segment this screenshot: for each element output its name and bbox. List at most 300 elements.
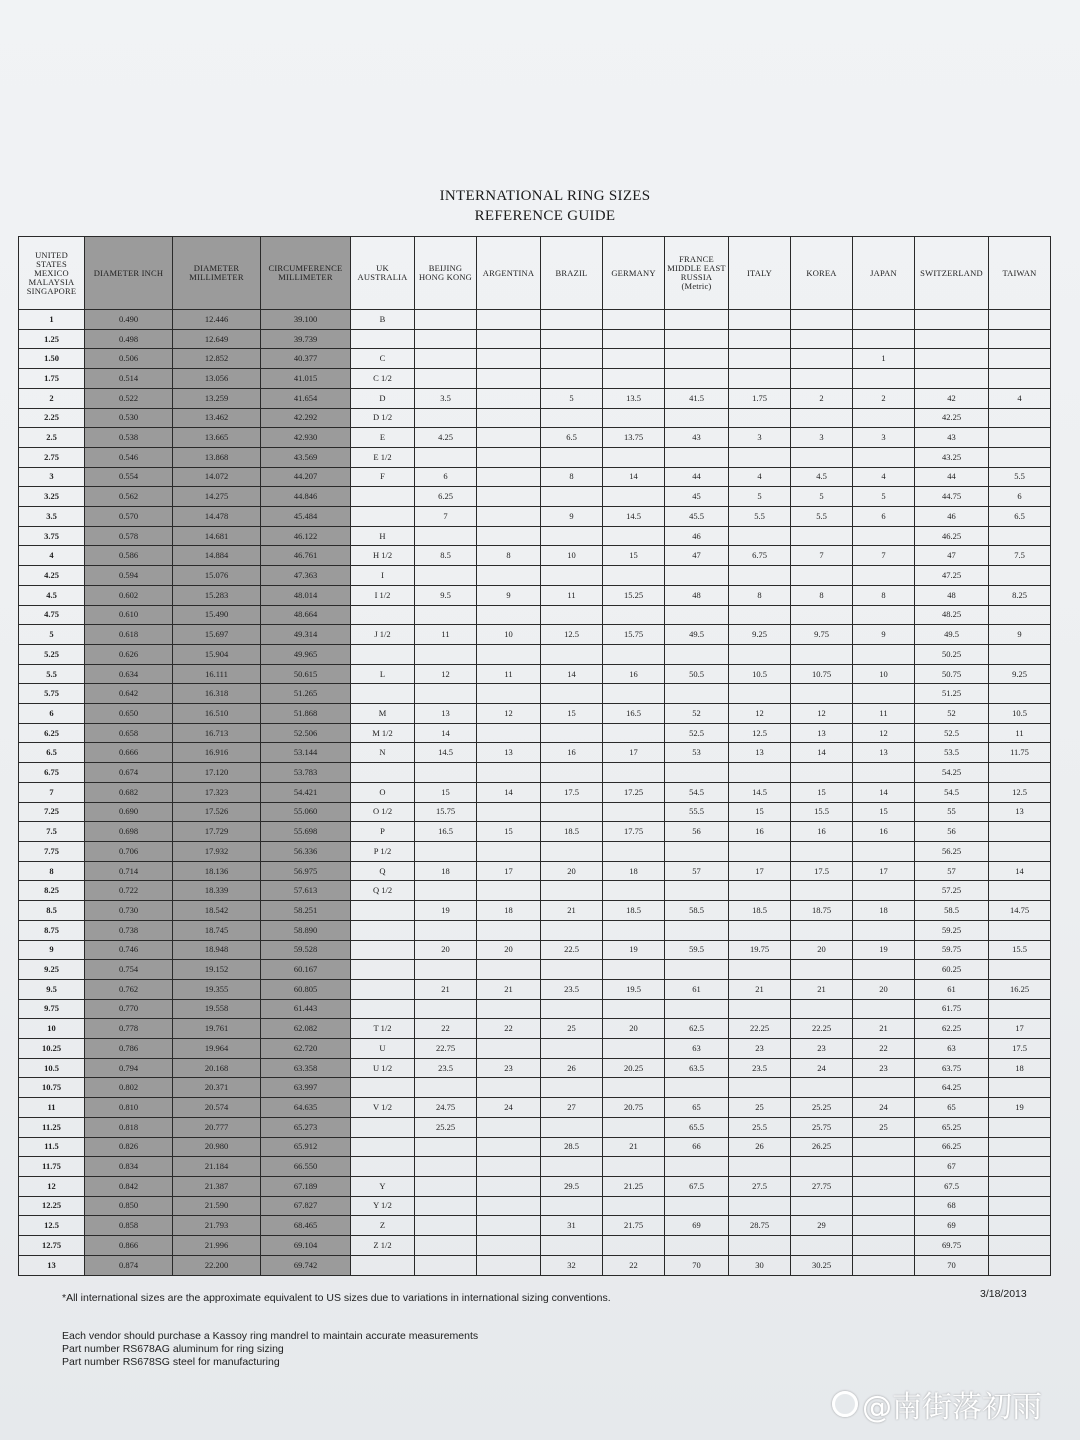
- table-cell: [729, 1236, 791, 1256]
- table-cell: 53.5: [915, 743, 989, 763]
- table-cell: [729, 447, 791, 467]
- us-size-cell: 2.25: [19, 408, 85, 428]
- table-cell: [477, 1236, 541, 1256]
- us-size-cell: 11: [19, 1098, 85, 1118]
- table-cell: 22: [853, 1039, 915, 1059]
- table-body: [19, 310, 1051, 1276]
- table-cell: 6: [989, 487, 1051, 507]
- table-cell: [477, 999, 541, 1019]
- table-cell: C: [351, 349, 415, 369]
- table-cell: 22.200: [173, 1255, 261, 1275]
- table-cell: [477, 1137, 541, 1157]
- table-cell: 14.5: [415, 743, 477, 763]
- table-cell: 61: [915, 979, 989, 999]
- table-cell: 66.25: [915, 1137, 989, 1157]
- table-cell: 21: [603, 1137, 665, 1157]
- table-cell: [603, 1039, 665, 1059]
- table-cell: [477, 388, 541, 408]
- table-cell: 19.964: [173, 1039, 261, 1059]
- table-cell: 59.528: [261, 940, 351, 960]
- us-size-cell: 10.5: [19, 1058, 85, 1078]
- table-cell: [415, 763, 477, 783]
- table-cell: [603, 349, 665, 369]
- table-cell: [853, 1078, 915, 1098]
- table-cell: [665, 684, 729, 704]
- table-cell: 21.793: [173, 1216, 261, 1236]
- table-cell: 8.25: [989, 585, 1051, 605]
- us-size-cell: 3.5: [19, 507, 85, 527]
- table-cell: [415, 369, 477, 389]
- table-cell: 12.5: [989, 782, 1051, 802]
- table-cell: 49.5: [915, 625, 989, 645]
- table-cell: 18: [603, 861, 665, 881]
- us-size-cell: 5.75: [19, 684, 85, 704]
- table-cell: [415, 566, 477, 586]
- table-cell: 0.618: [85, 625, 173, 645]
- table-cell: 12.5: [541, 625, 603, 645]
- table-row: [19, 369, 1051, 389]
- table-cell: 20: [853, 979, 915, 999]
- table-cell: [351, 684, 415, 704]
- table-cell: [351, 487, 415, 507]
- table-cell: 4: [853, 467, 915, 487]
- table-cell: [665, 1078, 729, 1098]
- table-cell: [729, 1157, 791, 1177]
- table-cell: [853, 763, 915, 783]
- table-cell: 56.975: [261, 861, 351, 881]
- table-cell: [351, 1117, 415, 1137]
- table-cell: E 1/2: [351, 447, 415, 467]
- table-cell: 58.251: [261, 901, 351, 921]
- table-cell: 63.358: [261, 1058, 351, 1078]
- table-cell: 5: [791, 487, 853, 507]
- table-cell: 21: [415, 979, 477, 999]
- table-cell: 48.664: [261, 605, 351, 625]
- table-cell: 15: [603, 546, 665, 566]
- us-size-cell: 12.25: [19, 1196, 85, 1216]
- table-cell: [541, 1039, 603, 1059]
- table-cell: [603, 1196, 665, 1216]
- table-cell: [477, 408, 541, 428]
- table-cell: 19.355: [173, 979, 261, 999]
- us-size-cell: 7.25: [19, 802, 85, 822]
- table-cell: 0.866: [85, 1236, 173, 1256]
- table-cell: 63.75: [915, 1058, 989, 1078]
- table-cell: 12: [853, 723, 915, 743]
- table-cell: 53.783: [261, 763, 351, 783]
- table-cell: [853, 566, 915, 586]
- col-header-argentina: ARGENTINA: [477, 237, 541, 310]
- us-size-cell: 8.75: [19, 920, 85, 940]
- table-cell: [729, 684, 791, 704]
- table-cell: [791, 1078, 853, 1098]
- table-cell: [853, 1137, 915, 1157]
- table-cell: 51.265: [261, 684, 351, 704]
- table-cell: [477, 526, 541, 546]
- table-cell: 22.25: [791, 1019, 853, 1039]
- table-cell: [351, 507, 415, 527]
- table-row: [19, 408, 1051, 428]
- table-cell: [665, 447, 729, 467]
- table-cell: 44: [665, 467, 729, 487]
- table-cell: [729, 960, 791, 980]
- table-cell: 47: [665, 546, 729, 566]
- table-cell: 0.514: [85, 369, 173, 389]
- table-cell: 60.167: [261, 960, 351, 980]
- vendor-line-3: Part number RS678SG steel for manufacturing: [62, 1356, 280, 1368]
- table-cell: 17.5: [791, 861, 853, 881]
- table-cell: [415, 684, 477, 704]
- table-cell: [853, 841, 915, 861]
- table-cell: 52: [665, 704, 729, 724]
- table-cell: 44.75: [915, 487, 989, 507]
- table-cell: 63.5: [665, 1058, 729, 1078]
- us-size-cell: 4.5: [19, 585, 85, 605]
- table-cell: [477, 329, 541, 349]
- table-cell: 3: [791, 428, 853, 448]
- table-cell: 20: [541, 861, 603, 881]
- table-cell: 18.5: [603, 901, 665, 921]
- table-cell: 18.542: [173, 901, 261, 921]
- table-cell: 1.75: [729, 388, 791, 408]
- table-cell: [477, 1157, 541, 1177]
- table-cell: 23: [477, 1058, 541, 1078]
- us-size-cell: 1.75: [19, 369, 85, 389]
- table-cell: [791, 763, 853, 783]
- table-cell: 13: [477, 743, 541, 763]
- table-cell: 29: [791, 1216, 853, 1236]
- table-cell: D: [351, 388, 415, 408]
- table-cell: [541, 369, 603, 389]
- table-cell: Q: [351, 861, 415, 881]
- table-cell: [989, 1117, 1051, 1137]
- table-cell: 24: [791, 1058, 853, 1078]
- table-cell: [351, 763, 415, 783]
- table-cell: 15.5: [989, 940, 1051, 960]
- table-row: [19, 388, 1051, 408]
- table-cell: 15: [477, 822, 541, 842]
- table-cell: 12: [791, 704, 853, 724]
- table-cell: 18: [477, 901, 541, 921]
- us-size-cell: 9.5: [19, 979, 85, 999]
- table-cell: 51.25: [915, 684, 989, 704]
- table-cell: 5.5: [989, 467, 1051, 487]
- table-cell: V 1/2: [351, 1098, 415, 1118]
- table-cell: 9.25: [729, 625, 791, 645]
- table-cell: 14: [989, 861, 1051, 881]
- table-cell: [477, 605, 541, 625]
- table-cell: 0.626: [85, 644, 173, 664]
- table-cell: 56.336: [261, 841, 351, 861]
- us-size-cell: 5: [19, 625, 85, 645]
- table-cell: 60.25: [915, 960, 989, 980]
- us-size-cell: 7: [19, 782, 85, 802]
- table-cell: 26: [729, 1137, 791, 1157]
- table-cell: 47.25: [915, 566, 989, 586]
- table-cell: 17.5: [541, 782, 603, 802]
- table-cell: [665, 644, 729, 664]
- table-cell: [915, 310, 989, 330]
- table-cell: [603, 310, 665, 330]
- us-size-cell: 10.75: [19, 1078, 85, 1098]
- table-cell: [989, 349, 1051, 369]
- table-cell: [603, 802, 665, 822]
- table-cell: 54.5: [665, 782, 729, 802]
- table-cell: [351, 979, 415, 999]
- table-cell: 24: [853, 1098, 915, 1118]
- table-cell: [791, 369, 853, 389]
- table-cell: N: [351, 743, 415, 763]
- table-cell: 8: [853, 585, 915, 605]
- table-cell: 18: [853, 901, 915, 921]
- title-line-2: REFERENCE GUIDE: [474, 208, 616, 224]
- table-cell: 12.5: [729, 723, 791, 743]
- table-cell: [415, 310, 477, 330]
- table-cell: [791, 566, 853, 586]
- table-cell: [853, 605, 915, 625]
- table-cell: [415, 960, 477, 980]
- table-cell: 23: [853, 1058, 915, 1078]
- table-cell: 20: [791, 940, 853, 960]
- us-size-cell: 10.25: [19, 1039, 85, 1059]
- us-size-cell: 9.75: [19, 999, 85, 1019]
- table-cell: [603, 841, 665, 861]
- table-cell: [477, 1039, 541, 1059]
- table-cell: [729, 605, 791, 625]
- table-cell: [351, 901, 415, 921]
- table-row: [19, 920, 1051, 940]
- table-cell: 13: [989, 802, 1051, 822]
- table-cell: 0.746: [85, 940, 173, 960]
- table-cell: [603, 487, 665, 507]
- table-cell: 11: [541, 585, 603, 605]
- table-cell: [541, 920, 603, 940]
- table-cell: [477, 684, 541, 704]
- table-cell: 50.25: [915, 644, 989, 664]
- table-cell: 0.666: [85, 743, 173, 763]
- us-size-cell: 8.5: [19, 901, 85, 921]
- table-cell: [791, 644, 853, 664]
- table-cell: 20.25: [603, 1058, 665, 1078]
- table-cell: 0.650: [85, 704, 173, 724]
- table-cell: 0.562: [85, 487, 173, 507]
- table-cell: 8: [791, 585, 853, 605]
- table-cell: 22: [477, 1019, 541, 1039]
- table-cell: 15: [791, 782, 853, 802]
- table-cell: [541, 763, 603, 783]
- table-row: [19, 1196, 1051, 1216]
- us-size-cell: 8.25: [19, 881, 85, 901]
- table-cell: [853, 1255, 915, 1275]
- table-row: [19, 684, 1051, 704]
- table-cell: 50.615: [261, 664, 351, 684]
- table-row: [19, 1176, 1051, 1196]
- table-cell: [603, 763, 665, 783]
- vendor-line-2: Part number RS678AG aluminum for ring sizing: [62, 1343, 284, 1355]
- table-row: [19, 999, 1051, 1019]
- table-cell: [541, 447, 603, 467]
- table-cell: Y 1/2: [351, 1196, 415, 1216]
- table-cell: 14: [541, 664, 603, 684]
- table-cell: [351, 920, 415, 940]
- table-cell: 61.443: [261, 999, 351, 1019]
- table-cell: 53.144: [261, 743, 351, 763]
- table-cell: 18: [415, 861, 477, 881]
- table-cell: [415, 1196, 477, 1216]
- table-cell: 21: [477, 979, 541, 999]
- table-cell: 65.273: [261, 1117, 351, 1137]
- table-cell: 21: [541, 901, 603, 921]
- table-cell: [791, 349, 853, 369]
- table-cell: [853, 1236, 915, 1256]
- table-cell: 0.634: [85, 664, 173, 684]
- table-cell: 14.75: [989, 901, 1051, 921]
- table-cell: [853, 526, 915, 546]
- table-cell: O 1/2: [351, 802, 415, 822]
- col-header-beijing: BEIJING HONG KONG: [415, 237, 477, 310]
- table-cell: 39.739: [261, 329, 351, 349]
- table-cell: 7.5: [989, 546, 1051, 566]
- table-cell: [477, 310, 541, 330]
- table-cell: [477, 447, 541, 467]
- table-cell: 13: [729, 743, 791, 763]
- table-cell: 43.569: [261, 447, 351, 467]
- table-cell: [665, 310, 729, 330]
- table-cell: H 1/2: [351, 546, 415, 566]
- table-cell: 14.072: [173, 467, 261, 487]
- table-cell: Z 1/2: [351, 1236, 415, 1256]
- table-cell: 21: [853, 1019, 915, 1039]
- table-cell: [603, 723, 665, 743]
- table-cell: 20.75: [603, 1098, 665, 1118]
- table-cell: 0.658: [85, 723, 173, 743]
- table-cell: 29.5: [541, 1176, 603, 1196]
- table-cell: 14: [791, 743, 853, 763]
- table-cell: 15.697: [173, 625, 261, 645]
- table-cell: [603, 644, 665, 664]
- table-cell: 52.506: [261, 723, 351, 743]
- col-header-korea: KOREA: [791, 237, 853, 310]
- table-cell: 51.868: [261, 704, 351, 724]
- table-cell: [989, 1255, 1051, 1275]
- table-cell: 14: [853, 782, 915, 802]
- table-cell: [989, 447, 1051, 467]
- table-cell: [729, 999, 791, 1019]
- table-row: [19, 841, 1051, 861]
- table-cell: 15: [415, 782, 477, 802]
- table-cell: P: [351, 822, 415, 842]
- table-cell: 16.5: [603, 704, 665, 724]
- table-cell: [541, 881, 603, 901]
- table-cell: [415, 1157, 477, 1177]
- table-cell: 0.706: [85, 841, 173, 861]
- table-cell: 0.570: [85, 507, 173, 527]
- table-cell: 54.5: [915, 782, 989, 802]
- table-row: [19, 1098, 1051, 1118]
- vendor-line-1: Each vendor should purchase a Kassoy ring mandrel to maintain accurate measurements: [62, 1330, 479, 1342]
- table-cell: 20: [415, 940, 477, 960]
- table-cell: [415, 644, 477, 664]
- table-cell: [915, 369, 989, 389]
- table-cell: 4.25: [415, 428, 477, 448]
- table-cell: [603, 684, 665, 704]
- table-cell: [729, 349, 791, 369]
- table-cell: [989, 920, 1051, 940]
- table-cell: 4.5: [791, 467, 853, 487]
- table-cell: [791, 329, 853, 349]
- table-cell: 58.5: [665, 901, 729, 921]
- table-cell: [351, 1255, 415, 1275]
- table-row: [19, 566, 1051, 586]
- table-row: [19, 526, 1051, 546]
- table-cell: 6.75: [729, 546, 791, 566]
- table-cell: 19.558: [173, 999, 261, 1019]
- table-cell: 0.786: [85, 1039, 173, 1059]
- table-row: [19, 1078, 1051, 1098]
- table-cell: 17: [603, 743, 665, 763]
- us-size-cell: 3.25: [19, 487, 85, 507]
- table-cell: [541, 1196, 603, 1216]
- table-cell: [853, 881, 915, 901]
- col-header-brazil: BRAZIL: [541, 237, 603, 310]
- table-cell: 65.912: [261, 1137, 351, 1157]
- table-cell: [415, 1078, 477, 1098]
- table-cell: [415, 1137, 477, 1157]
- table-cell: 3: [853, 428, 915, 448]
- table-cell: 5: [729, 487, 791, 507]
- table-row: [19, 881, 1051, 901]
- table-cell: 4: [729, 467, 791, 487]
- table-cell: 12.446: [173, 310, 261, 330]
- table-cell: 1: [853, 349, 915, 369]
- table-cell: I: [351, 566, 415, 586]
- table-cell: [541, 802, 603, 822]
- table-cell: E: [351, 428, 415, 448]
- table-cell: M 1/2: [351, 723, 415, 743]
- table-cell: 55.698: [261, 822, 351, 842]
- table-cell: 15: [729, 802, 791, 822]
- table-cell: 15.490: [173, 605, 261, 625]
- table-cell: 44.207: [261, 467, 351, 487]
- table-cell: [603, 566, 665, 586]
- table-cell: [665, 349, 729, 369]
- table-row: [19, 1058, 1051, 1078]
- table-cell: [989, 408, 1051, 428]
- table-cell: [541, 841, 603, 861]
- table-cell: 23.5: [415, 1058, 477, 1078]
- us-size-cell: 9.25: [19, 960, 85, 980]
- table-cell: 67.189: [261, 1176, 351, 1196]
- table-cell: 20.371: [173, 1078, 261, 1098]
- table-cell: 61.75: [915, 999, 989, 1019]
- us-size-cell: 2: [19, 388, 85, 408]
- table-cell: 6: [415, 467, 477, 487]
- table-cell: 17.75: [603, 822, 665, 842]
- table-cell: 21.75: [603, 1216, 665, 1236]
- table-cell: 0.498: [85, 329, 173, 349]
- table-cell: [603, 960, 665, 980]
- table-cell: 2: [791, 388, 853, 408]
- table-row: [19, 447, 1051, 467]
- table-cell: 47.363: [261, 566, 351, 586]
- us-size-cell: 9: [19, 940, 85, 960]
- table-cell: 17.25: [603, 782, 665, 802]
- table-cell: 25: [541, 1019, 603, 1039]
- table-cell: [415, 605, 477, 625]
- table-cell: 42.930: [261, 428, 351, 448]
- table-cell: 11.75: [989, 743, 1051, 763]
- table-cell: U: [351, 1039, 415, 1059]
